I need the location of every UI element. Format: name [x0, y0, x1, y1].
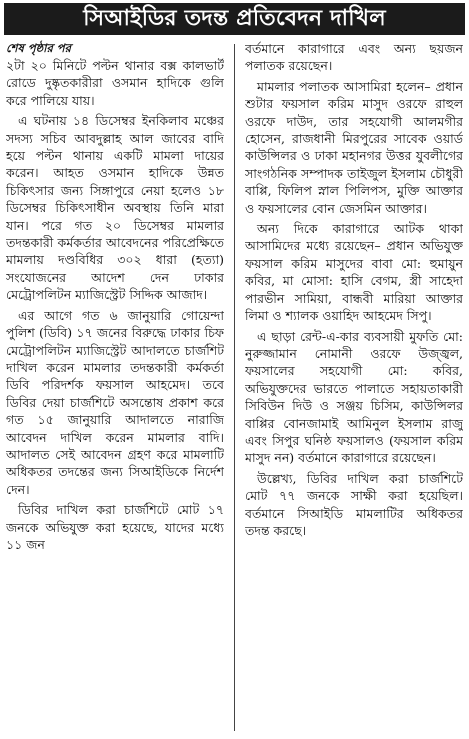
paragraph: অন্য দিকে কারাগারে আটক থাকা আসামিদের মধ্যে রয়েছেন– প্রধান অভিযুক্ত ফয়সাল করিম মাসুদের বাবা মো: হুমায়ুন কবির, মা মোসা: হাসি বেগম, স্ত্রী সাহেদা পারভীন সামিয়া, বান্ধবী মারিয়া আক্তার লিমা ও শ্যালক ওয়াহিদ আহমেদ সিপু।	[245, 221, 464, 324]
paragraph: এ ঘটনায় ১৪ ডিসেম্বর ইনকিলাব মঞ্চের সদস্য সচিব আবদুল্লাহ আল জাবের বাদি হয়ে পল্টন থানায় একটি মামলা দায়ের করেন। আহত ওসমান হাদিকে উন্নত চিকিৎসার জন্য সিঙ্গাপুরে নেয়া হলেও ১৮ ডিসেম্বর চিকিৎসাধীন অবস্থায় তিনি মারা যান। পরে গত ২০ ডিসেম্বর মামলার তদন্তকারী কর্মকর্তার আবেদনের পরিপ্রেক্ষিতে মামলায় দণ্ডবিধির ৩০২ ধারা (হত্যা) সংযোজনের আদেশ দেন ঢাকার মেট্রোপলিটন ম্যাজিস্ট্রেট সিদ্দিক আজাদ।	[6, 113, 225, 303]
continued-from-label: শেষ পৃষ্ঠার পর	[6, 41, 71, 55]
paragraph: ডিবির দাখিল করা চার্জশিটে মোট ১৭ জনকে অভিযুক্ত করা হয়েছে, যাদের মধ্যে ১১ জন	[6, 502, 225, 552]
article-body	[6, 40, 463, 735]
paragraph: উল্লেখ্য, ডিবির দাখিল করা চার্জশিটে মোট ৭৭ জনকে সাক্ষী করা হয়েছিল। বর্তমানে সিআইডি মামলাটির অধিকতর তদন্ত করছে।	[245, 470, 464, 538]
headline: সিআইডির তদন্ত প্রতিবেদন দাখিল	[83, 5, 386, 31]
paragraph: এ ছাড়া রেন্ট-এ-কার ব্যবসায়ী মুফতি মো: নুরুজ্জামান নোমানী ওরফে উজ্জ্বল, ফয়সালের সহযোগী মো: কবির, অভিযুক্তদের ভারতে পালাতে সহায়তাকারী সিবিউন দিউ ও সঞ্জয় চিসিম, কাউন্সিলর বাপ্পির বোনজামাই আমিনুল ইসলাম রাজু এবং সিপুর ঘনিষ্ঠ ফয়সালও (ফয়সাল করিম মাসুদ নন) বর্তমানে কারাগারে রয়েছেন।	[245, 328, 464, 466]
column-divider	[234, 44, 235, 731]
column-right	[245, 40, 463, 735]
paragraph: বর্তমানে কারাগারে এবং অন্য ছয়জন পলাতক রয়েছেন।	[245, 41, 464, 74]
paragraph: ২টা ২০ মিনিটে পল্টন থানার বক্স কালভার্ট রোডে দুষ্কৃতকারীরা ওসমান হাদিকে গুলি করে পালিয়ে যায়।	[6, 58, 225, 108]
headline-banner	[4, 3, 465, 35]
paragraph: মামলার পলাতক আসামিরা হলেন– প্রধান শুটার ফয়সাল করিম মাসুদ ওরফে রাহুল ওরফে দাউদ, তার সহযোগী আলমগীর হোসেন, রাজধানী মিরপুরের সাবেক ওয়ার্ড কাউন্সিলর ও ঢাকা মহানগর উত্তর যুবলীগের সাংগঠনিক সম্পাদক তাইজুল ইসলাম চৌধুরী বাপ্পি, ফিলিপ স্নাল পিলিপস, মুক্তি আক্তার ও ফয়সালের বোন জেসমিন আক্তার।	[245, 78, 464, 216]
paragraph: এর আগে গত ৬ জানুয়ারি গোয়েন্দা পুলিশ (ডিবি) ১৭ জনের বিরুদ্ধে ঢাকার চিফ মেট্রোপলিটন ম্যাজিস্ট্রেট আদালতে চার্জশিট দাখিল করেন মামলার তদন্তকারী কর্মকর্তা ডিবি পরিদর্শক ফয়সাল আহমেদ। তবে ডিবির দেয়া চার্জশিটে অসন্তোষ প্রকাশ করে গত ১৫ জানুয়ারি আদালতে নারাজি আবেদন দাখিল করেন মামলার বাদি। আদালত সেই আবেদন গ্রহণ করে মামলাটি অধিকতর তদন্তের জন্য সিআইডিকে নির্দেশ দেন।	[6, 307, 225, 497]
column-left	[6, 40, 224, 735]
